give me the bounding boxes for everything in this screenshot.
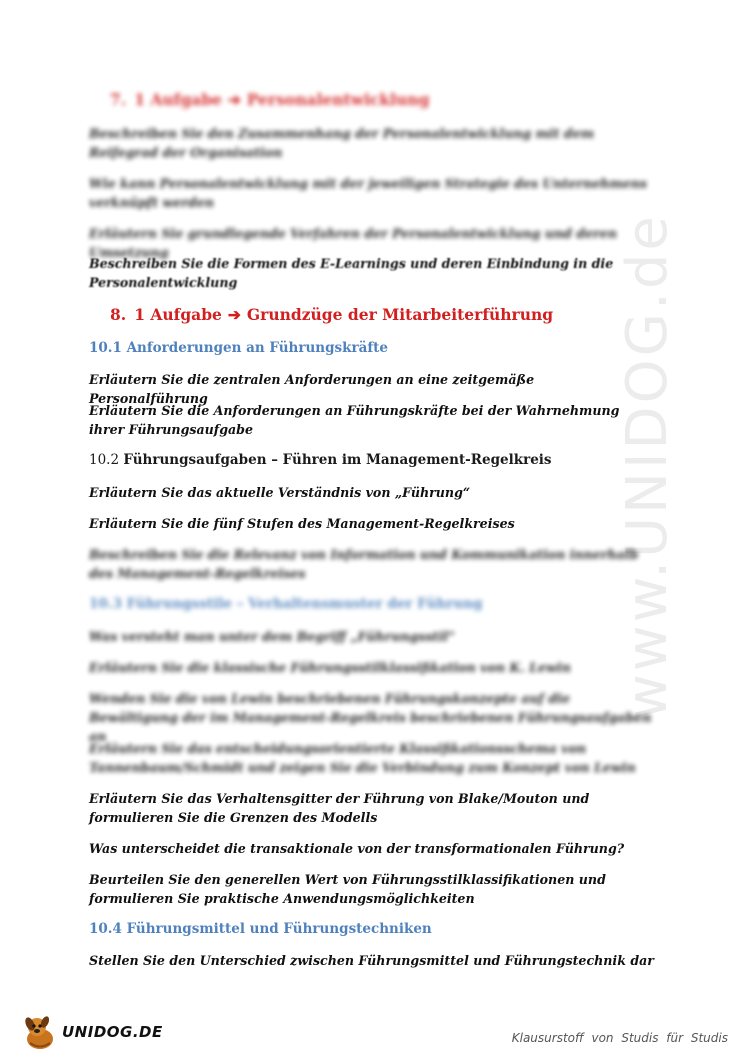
question: Erläutern Sie grundlegende Verfahren der Personalentwicklung und deren Umsetzung [89, 226, 617, 260]
question: Stellen Sie den Unterschied zwischen Führungsmittel und Führungstechnik dar [89, 953, 654, 968]
question: Wenden Sie die von Lewin beschriebenen Führungskonzepte auf die Bewältigung der im Management-Regelkreis beschriebenen Führungsaufgaben an [89, 691, 652, 744]
subsection-10-3-title: 10.3 Führungsstile – Verhaltensmuster der Führung [89, 596, 483, 612]
unidog-logo [20, 1012, 163, 1052]
section-8-heading: 8. 1 Aufgabe ➔ Grundzüge der Mitarbeiterführung [110, 305, 554, 324]
subsection-10-4-title: 10.4 Führungsmittel und Führungstechniken [89, 921, 432, 937]
question: Erläutern Sie die zentralen Anforderungen an eine zeitgemäße Personalführung [89, 372, 535, 406]
dog-icon [20, 1012, 60, 1052]
question: Erläutern Sie das aktuelle Verständnis von „Führung“ [89, 485, 471, 500]
question: Erläutern Sie das Verhaltensgitter der Führung von Blake/Mouton und formulieren Sie die Grenzen des Modells [89, 791, 590, 825]
question: Beschreiben Sie die Formen des E-Learnings und deren Einbindung in die Personalentwicklung [89, 256, 614, 290]
question: Beschreiben Sie die Relevanz von Information und Kommunikation innerhalb des Management-Regelkreises [89, 547, 639, 581]
subsection-10-2-title: 10.2 Führungsaufgaben – Führen im Management-Regelkreis [89, 452, 552, 468]
logo-text: UNIDOG.DE [62, 1023, 163, 1041]
question: Beurteilen Sie den generellen Wert von Führungsstilklassifikationen und formulieren Sie praktische Anwendungsmöglichkeiten [89, 872, 606, 906]
watermark: www.UNIDOG.de [615, 213, 680, 720]
footer-tagline: Klausurstoff von Studis für Studis [511, 1031, 728, 1045]
section-7-heading: 7. 1 Aufgabe ➔ Personalentwicklung [110, 90, 430, 109]
question: Erläutern Sie das entscheidungsorientierte Klassifikationsschema von Tannenbaum/Schmidt und zeigen Sie die Verbindung zum Konzept von Lewin [89, 741, 636, 775]
question: Erläutern Sie die klassische Führungsstilklassifikation von K. Lewin [89, 660, 571, 675]
question: Erläutern Sie die fünf Stufen des Management-Regelkreises [89, 516, 515, 531]
question: Wie kann Personalentwicklung mit der jeweiligen Strategie des Unternehmens verknüpft werden [89, 176, 647, 210]
question: Erläutern Sie die Anforderungen an Führungskräfte bei der Wahrnehmung ihrer Führungsaufgabe [89, 403, 620, 437]
question: Was versteht man unter dem Begriff „Führungsstil“ [89, 629, 456, 644]
subsection-10-1-title: 10.1 Anforderungen an Führungskräfte [89, 340, 388, 356]
question: Beschreiben Sie den Zusammenhang der Personalentwicklung mit dem Reifegrad der Organisation [89, 126, 595, 160]
question: Was unterscheidet die transaktionale von der transformationalen Führung? [89, 841, 625, 856]
